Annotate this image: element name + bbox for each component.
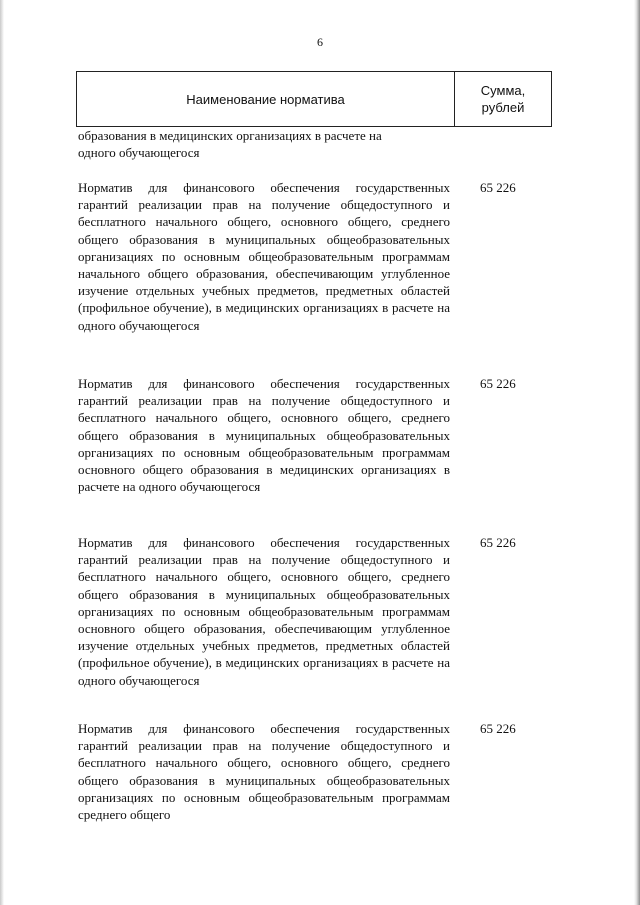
continuation-text [78, 127, 450, 161]
scan-edge-left [0, 0, 4, 905]
table-row [78, 534, 552, 689]
table-header [76, 71, 552, 127]
column-header-sum-line2: рублей [481, 100, 525, 115]
norm-amount: 65 226 [480, 535, 516, 550]
norm-amount: 65 226 [480, 721, 516, 736]
column-header-name: Наименование норматива [77, 72, 455, 126]
table-row [78, 179, 552, 334]
column-header-sum [455, 72, 551, 126]
column-header-sum-line1: Сумма, [480, 83, 526, 98]
continuation-line-1: образования в медицинских организациях в расчете на [78, 128, 382, 143]
table-row [78, 375, 552, 495]
norm-description: Норматив для финансового обеспечения государственных гарантий реализации прав на получение общедоступного и бесплатного начального общего, основного общего, среднего общего образования в муниципальных общеобразовательных организациях по основным общеобразовательным программам начального общего образования, обеспечивающим углубленное изучение отдельных учебных предметов, предметных областей (профильное обучение), в медицинских организациях в расчете на одного обучающегося [78, 180, 450, 333]
norm-description: Норматив для финансового обеспечения государственных гарантий реализации прав на получение общедоступного и бесплатного начального общего, основного общего, среднего общего образования в муниципальных общеобразовательных организациях по основным общеобразовательным программам среднего общего [78, 721, 450, 823]
continuation-line-2: одного обучающегося [78, 145, 200, 160]
norm-amount: 65 226 [480, 180, 516, 195]
norm-description: Норматив для финансового обеспечения государственных гарантий реализации прав на получение общедоступного и бесплатного начального общего, основного общего, среднего общего образования в муниципальных общеобразовательных организациях по основным общеобразовательным программам основного общего образования в медицинских организациях в расчете на одного обучающегося [78, 376, 450, 495]
scan-edge-right [634, 0, 640, 905]
table-row [78, 720, 552, 823]
page-number: 6 [317, 35, 323, 49]
norm-description: Норматив для финансового обеспечения государственных гарантий реализации прав на получение общедоступного и бесплатного начального общего, основного общего, среднего общего образования в муниципальных общеобразовательных организациях по основным общеобразовательным программам основного общего образования, обеспечивающим углубленное изучение отдельных учебных предметов, предметных областей (профильное обучение), в медицинских организациях в расчете на одного обучающегося [78, 535, 450, 688]
norm-amount: 65 226 [480, 376, 516, 391]
